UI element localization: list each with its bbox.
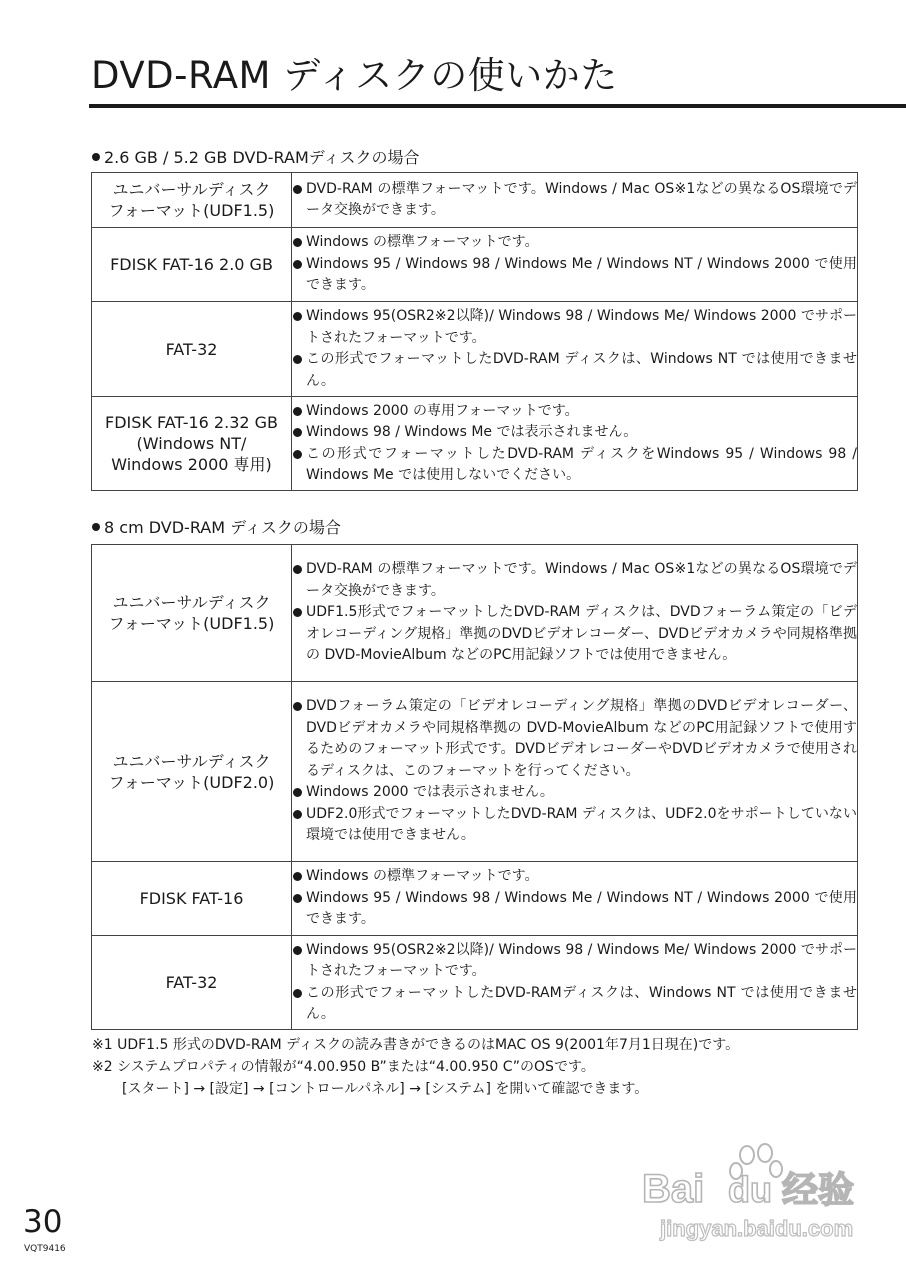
format-name-line: FDISK FAT-16 2.32 GB <box>104 413 279 432</box>
list-item: Windows 95(OSR2※2以降)/ Windows 98 / Windows Me/ Windows 2000 でサポートされたフォーマットです。 <box>292 940 857 983</box>
format-description-cell <box>292 173 858 228</box>
format-name-line: FAT-32 <box>165 339 218 359</box>
footnote-2: ※2 システムプロパティの情報が“4.00.950 B”または“4.00.950 C”のOSです。 <box>92 1059 595 1075</box>
watermark-brand: Bai <box>642 1167 705 1211</box>
footnote-1: ※1 UDF1.5 形式のDVD-RAM ディスクの読み書きができるのはMAC OS 9(2001年7月1日現在)です。 <box>92 1037 740 1053</box>
list-item: Windows 98 / Windows Me では表示されません。 <box>292 422 857 444</box>
format-name-line: Windows 2000 専用) <box>111 455 272 474</box>
list-item: Windows 95 / Windows 98 / Windows Me / Windows NT / Windows 2000 で使用できます。 <box>292 888 857 931</box>
list-item: Windows 2000 では表示されません。 <box>292 782 857 804</box>
format-name-cell <box>92 228 292 302</box>
format-description-cell <box>292 545 858 682</box>
format-name-line: FDISK FAT-16 <box>139 889 244 908</box>
format-description-cell <box>292 397 858 491</box>
section-heading-8cm-disc <box>92 517 341 539</box>
format-table-large-disc <box>91 172 858 491</box>
footnotes <box>92 1034 739 1100</box>
format-name-line: フォーマット(UDF2.0) <box>108 772 275 792</box>
watermark-brand-2: du <box>728 1169 772 1210</box>
format-name-line: FAT-32 <box>165 973 218 992</box>
bullet-icon <box>92 523 100 531</box>
table-row <box>92 302 858 397</box>
format-description-cell <box>292 682 858 862</box>
format-description-cell <box>292 862 858 936</box>
format-name-cell <box>92 682 292 862</box>
list-item: この形式でフォーマットしたDVD-RAM ディスクは、Windows NT では使用できません。 <box>292 349 857 392</box>
list-item: この形式でフォーマットしたDVD-RAM ディスクをWindows 95 / Windows 98 / Windows Me では使用しないでください。 <box>292 444 857 487</box>
bullet-icon <box>92 153 100 161</box>
list-item: この形式でフォーマットしたDVD-RAMディスクは、Windows NT では使用できません。 <box>292 983 857 1026</box>
list-item: DVD-RAM の標準フォーマットです。Windows / Mac OS※1などの異なるOS環境でデータ交換ができます。 <box>292 179 857 222</box>
format-name-cell <box>92 545 292 682</box>
footnote-2-path: [スタート] → [設定] → [コントロールパネル] → [システム] を開いて確認できます。 <box>122 1081 649 1097</box>
list-item: Windows の標準フォーマットです。 <box>292 232 857 254</box>
table-row <box>92 862 858 936</box>
format-name-cell <box>92 862 292 936</box>
page-title: DVD-RAM ディスクの使いかた <box>91 54 618 97</box>
list-item: UDF1.5形式でフォーマットしたDVD-RAM ディスクは、DVDフォーラム策定の「ビデオレコーディング規格」準拠のDVDビデオレコーダー、DVDビデオカメラや同規格準拠の DVD-MovieAlbum などのPC用記録ソフトでは使用できません。 <box>292 602 857 667</box>
baidu-watermark-icon <box>640 1140 900 1250</box>
list-item: UDF2.0形式でフォーマットしたDVD-RAM ディスクは、UDF2.0をサポートしていない環境では使用できません。 <box>292 804 857 847</box>
format-description-cell <box>292 228 858 302</box>
table-row <box>92 936 858 1030</box>
list-item: DVD-RAM の標準フォーマットです。Windows / Mac OS※1などの異なるOS環境でデータ交換ができます。 <box>292 559 857 602</box>
format-name-cell <box>92 936 292 1030</box>
table-row <box>92 173 858 228</box>
list-item: Windows 95 / Windows 98 / Windows Me / Windows NT / Windows 2000 で使用できます。 <box>292 254 857 297</box>
format-name-line: FDISK FAT-16 2.0 GB <box>110 255 273 274</box>
page-number: 30 <box>23 1204 63 1240</box>
table-row <box>92 397 858 491</box>
table-row <box>92 228 858 302</box>
list-item: DVDフォーラム策定の「ビデオレコーディング規格」準拠のDVDビデオレコーダー、DVDビデオカメラや同規格準拠の DVD-MovieAlbum などのPC用記録ソフトで使用するためのフォーマット形式です。DVDビデオレコーダーやDVDビデオカメラで使用されるディスクは、このフォーマットを行ってください。 <box>292 696 857 782</box>
watermark-product: 经验 <box>782 1170 855 1211</box>
format-description-cell <box>292 302 858 397</box>
format-name-cell <box>92 397 292 491</box>
format-table-8cm-disc <box>91 544 858 1030</box>
section-heading-text: 8 cm DVD-RAM ディスクの場合 <box>104 518 341 537</box>
format-name-line: (Windows NT/ <box>136 434 247 453</box>
format-name-line: フォーマット(UDF1.5) <box>108 201 275 220</box>
format-name-cell <box>92 173 292 228</box>
title-rule <box>89 104 906 108</box>
section-heading-text: 2.6 GB / 5.2 GB DVD-RAMディスクの場合 <box>104 148 420 167</box>
table-row <box>92 682 858 862</box>
list-item: Windows 2000 の専用フォーマットです。 <box>292 401 857 423</box>
format-name-line: フォーマット(UDF1.5) <box>108 614 275 633</box>
format-name-line: ユニバーサルディスク <box>112 180 271 199</box>
format-description-cell <box>292 936 858 1030</box>
table-row <box>92 545 858 682</box>
format-name-cell <box>92 302 292 397</box>
format-name-line: ユニバーサルディスク <box>112 593 271 612</box>
list-item: Windows 95(OSR2※2以降)/ Windows 98 / Windows Me/ Windows 2000 でサポートされたフォーマットです。 <box>292 306 857 349</box>
document-code: VQT9416 <box>24 1244 66 1254</box>
list-item: Windows の標準フォーマットです。 <box>292 866 857 888</box>
format-name-line: ユニバーサルディスク <box>112 751 271 771</box>
section-heading-large-disc <box>92 147 419 169</box>
watermark-url: jingyan.baidu.com <box>660 1216 854 1241</box>
